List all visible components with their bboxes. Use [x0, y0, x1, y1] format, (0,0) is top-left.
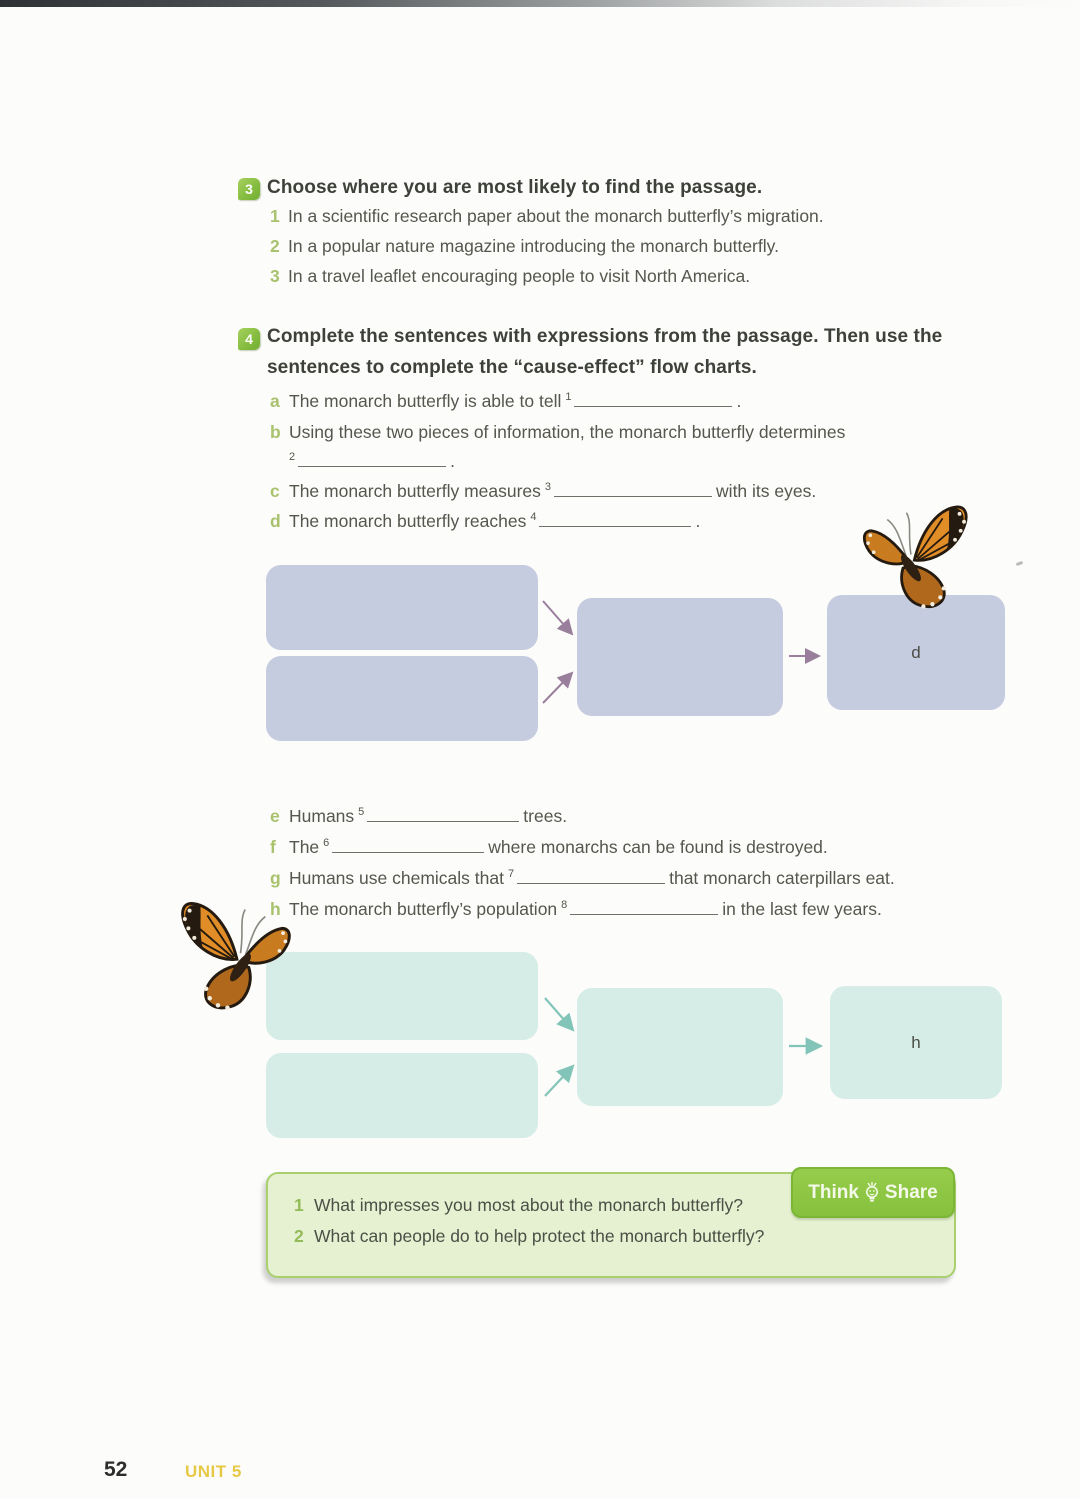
page-number: 52 [104, 1458, 128, 1481]
flowchart1-arrow-top [543, 601, 572, 634]
answer-blank-3 [554, 481, 712, 497]
sentence-h [270, 899, 882, 920]
exercise4-badge [238, 328, 260, 350]
sentence-letter: b [270, 422, 281, 442]
blank-number: 2 [289, 451, 296, 464]
question-text: What impresses you most about the monarch butterfly? [314, 1195, 743, 1215]
sentence-text-before: The monarch butterfly measures [289, 481, 541, 501]
flowchart1-cause-box-bottom [266, 656, 538, 741]
sentence-text-before: Humans use chemicals that [289, 868, 504, 888]
sentence-g [270, 868, 895, 889]
blank-number: 4 [530, 511, 537, 524]
blank-number: 1 [565, 391, 572, 404]
butterfly-antenna [240, 909, 245, 953]
butterfly-antenna [906, 513, 911, 555]
item-text: In a travel leaflet encouraging people to visit North America. [288, 266, 751, 286]
sentence-text-before: The [289, 837, 320, 857]
flowchart2-result-label: h [911, 1032, 921, 1052]
lightbulb-icon [864, 1182, 880, 1204]
sentence-letter: g [270, 868, 281, 888]
answer-blank-2 [298, 451, 446, 467]
flowchart1-result-label: d [911, 642, 921, 662]
blank-number: 7 [507, 868, 515, 881]
answer-blank-5 [367, 806, 519, 822]
answer-blank-4 [539, 511, 691, 527]
flowchart2-arrow-top [545, 998, 573, 1030]
exercise4-title-line2: sentences to complete the “cause-effect” flow charts. [267, 357, 757, 378]
exercise3-item-1 [270, 206, 824, 227]
sentence-letter: d [270, 511, 281, 531]
sentence-b-line2 [289, 451, 455, 472]
sentence-text-before: Using these two pieces of information, the monarch butterfly determines [289, 422, 846, 442]
item-text: In a scientific research paper about the monarch butterfly’s migration. [288, 206, 824, 226]
sentence-text-after: with its eyes. [716, 481, 817, 501]
flowchart2-middle-box [577, 988, 783, 1106]
sentence-text-after: in the last few years. [722, 899, 882, 919]
exercise4-title-line1: Complete the sentences with expressions from the passage. Then use the [267, 326, 943, 347]
answer-blank-8 [570, 899, 718, 915]
sentence-a [270, 391, 741, 412]
scan-speck [1016, 561, 1024, 566]
unit-label: UNIT 5 [185, 1462, 242, 1481]
sentence-letter: f [270, 837, 276, 857]
sentence-text-before: The monarch butterfly is able to tell [289, 391, 562, 411]
think-share-tab [791, 1167, 955, 1218]
sentence-letter: a [270, 391, 280, 411]
blank-number: 8 [561, 899, 568, 912]
sentence-text-after: . [695, 511, 701, 531]
think-question-1 [294, 1195, 743, 1216]
blank-number: 3 [544, 481, 552, 494]
answer-blank-6 [332, 837, 484, 853]
answer-blank-7 [517, 868, 665, 884]
page-top-scan-strip [0, 0, 1080, 7]
exercise3-item-2 [270, 236, 779, 257]
sentence-text-before: The monarch butterfly’s population [289, 899, 558, 919]
sentence-e [270, 806, 567, 827]
item-number: 3 [270, 266, 280, 286]
flowchart1-arrow-bottom [543, 673, 572, 703]
question-number: 2 [294, 1226, 304, 1246]
answer-blank-1 [574, 391, 732, 407]
blank-number: 5 [358, 806, 365, 819]
sentence-f [270, 837, 828, 858]
blank-number: 6 [323, 837, 330, 850]
sentence-text-before: Humans [289, 806, 355, 826]
item-number: 2 [270, 236, 280, 256]
sentence-text-after: . [736, 391, 742, 411]
sentence-b-line1 [270, 422, 845, 443]
flowchart2-arrow-bottom [545, 1066, 573, 1096]
sentence-letter: e [270, 806, 280, 826]
sentence-letter: h [270, 899, 281, 919]
flowchart2-cause-box-bottom [266, 1053, 538, 1138]
flowchart1-cause-box-top [266, 565, 538, 650]
exercise3-title: Choose where you are most likely to find the passage. [267, 177, 763, 198]
question-text: What can people do to help protect the monarch butterfly? [314, 1226, 765, 1246]
share-label: Share [884, 1181, 938, 1203]
exercise3-item-3 [270, 266, 750, 287]
sentence-text-after: where monarchs can be found is destroyed. [488, 837, 828, 857]
flowchart1-middle-box [577, 598, 783, 716]
think-question-2 [294, 1226, 764, 1247]
sentence-d [270, 511, 700, 532]
sentence-letter: c [270, 481, 280, 501]
exercise3-badge [238, 178, 260, 200]
sentence-text-after: trees. [523, 806, 568, 826]
think-label: Think [808, 1181, 859, 1203]
exercise4-badge-number: 4 [245, 331, 253, 347]
sentence-text-before: The monarch butterfly reaches [289, 511, 527, 531]
sentence-text-after: . [450, 451, 455, 471]
monarch-butterfly-image-right [852, 498, 988, 620]
exercise3-badge-number: 3 [245, 181, 253, 197]
item-number: 1 [270, 206, 280, 226]
sentence-text-after: that monarch caterpillars eat. [669, 868, 895, 888]
flowchart2-result-box [830, 986, 1002, 1099]
question-number: 1 [294, 1195, 304, 1215]
flowchart2-cause-box-top [266, 952, 538, 1040]
item-text: In a popular nature magazine introducing the monarch butterfly. [288, 236, 779, 256]
sentence-c [270, 481, 816, 502]
monarch-butterfly-image-left [160, 893, 302, 1023]
